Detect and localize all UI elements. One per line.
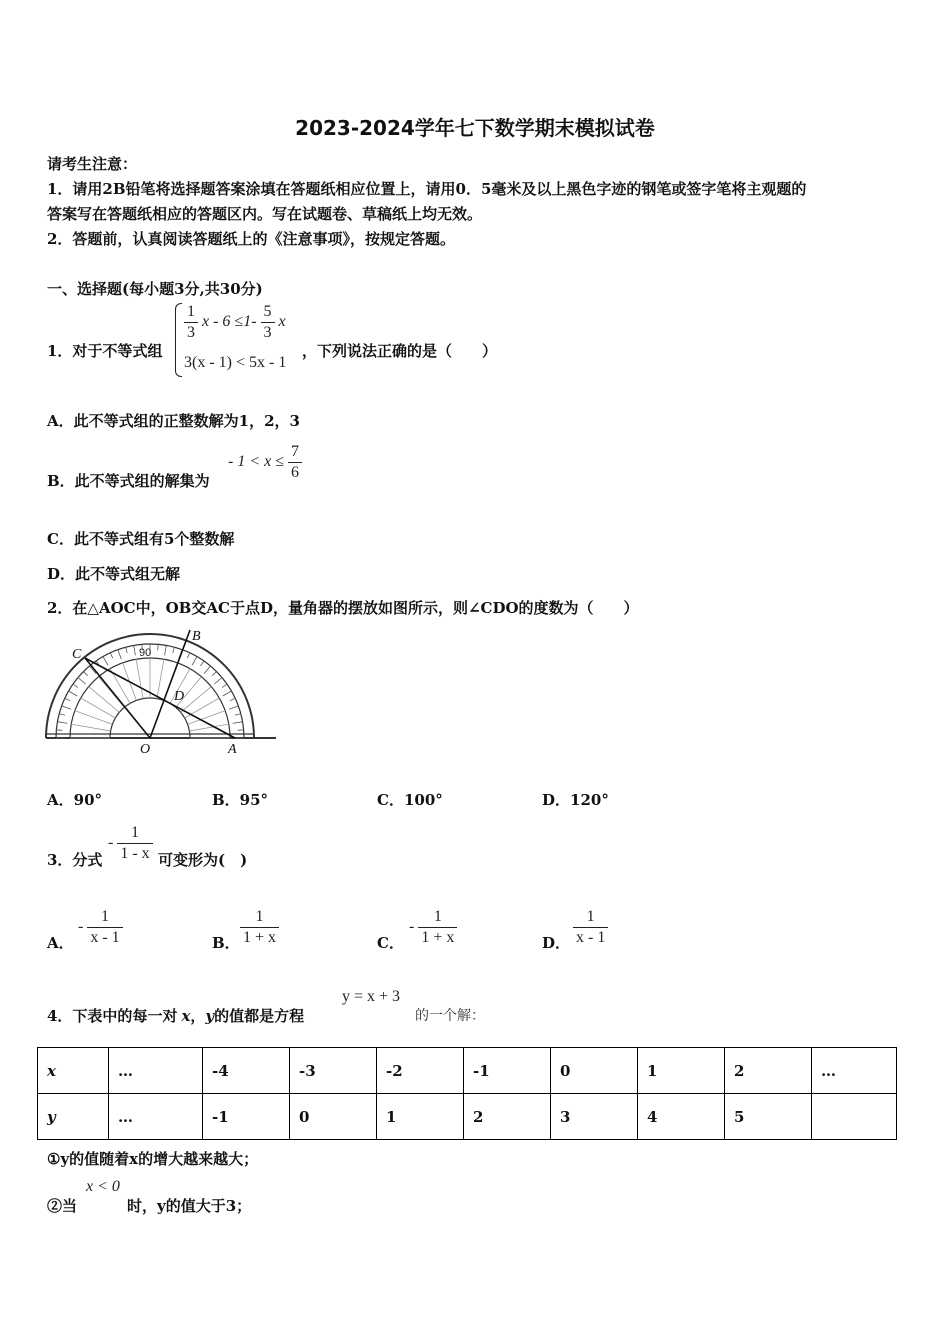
q2-option-a: A．90° [47, 791, 103, 809]
q3-stem-pre: 3．分式 [47, 851, 103, 869]
notice-line-1: 1．请用2B铅笔将选择题答案涂填在答题纸相应位置上，请用0．5毫米及以上黑色字迹的钢笔或签字笔将主观题的 [47, 180, 807, 198]
table-row [38, 1094, 897, 1140]
table-cell: … [109, 1094, 203, 1140]
q1-option-c: C．此不等式组有5个整数解 [47, 530, 235, 548]
protractor-ray [136, 659, 143, 698]
protractor-tick [214, 678, 222, 684]
point-o-label: O [140, 742, 151, 757]
q1-stem-pre: 1．对于不等式组 [47, 342, 163, 360]
protractor-tick [84, 672, 88, 676]
table-cell: 5 [725, 1094, 812, 1140]
table-cell [812, 1094, 897, 1140]
q3-stem-post: 可变形为( ) [158, 851, 248, 869]
q3-option-d-label: D． [542, 934, 571, 952]
q3-option-a-label: A． [47, 934, 74, 952]
protractor-tick [59, 714, 65, 716]
protractor-tick [233, 722, 243, 724]
protractor-tick [69, 691, 78, 696]
protractor-ray [89, 687, 120, 713]
q3-option-a-math: - $\frac{1}{x - 1}$ [78, 907, 123, 948]
protractor-figure [40, 622, 280, 757]
table-cell: y [38, 1094, 109, 1140]
table-cell: 0 [551, 1048, 638, 1094]
q2-stem: 2．在△AOC中，OB交AC于点D，量角器的摆放如图所示，则∠CDO的度数为（ ） [47, 599, 639, 617]
table-cell: -1 [464, 1048, 551, 1094]
protractor-ray [189, 724, 228, 731]
table-cell: x [38, 1048, 109, 1094]
table-cell: 0 [290, 1094, 377, 1140]
table-cell: -4 [203, 1048, 290, 1094]
q4-statement-1: ①y的值随着x的增大越来越大； [47, 1150, 259, 1168]
protractor-ray [157, 659, 164, 698]
point-d-label: D [174, 689, 185, 704]
table-cell: 1 [377, 1094, 464, 1140]
notice-line-1b: 答案写在答题纸相应的答题区内。写在试题卷、草稿纸上均无效。 [47, 205, 483, 223]
protractor-tick [57, 722, 67, 724]
protractor-tick [238, 730, 244, 731]
q1-option-a: A．此不等式组的正整数解为1，2，3 [47, 412, 300, 430]
q1-stem-post: ，下列说法正确的是（ ） [302, 342, 498, 360]
table-cell: 4 [638, 1094, 725, 1140]
protractor-tick [222, 684, 227, 687]
q1-inequality-1: $\frac{1}{3}$ x - 6 ≤1- $\frac{5}{3}$ x [184, 302, 286, 343]
q4-statement-2-math: x < 0 [86, 1178, 120, 1195]
protractor-ray [71, 724, 110, 731]
protractor-tick [56, 730, 62, 731]
q3-fraction: - $\frac{1}{1 - x}$ [108, 823, 153, 864]
table-cell: 2 [464, 1094, 551, 1140]
protractor-tick [158, 644, 159, 650]
protractor-tick [118, 650, 121, 659]
protractor-tick [134, 645, 136, 655]
point-c-label: C [72, 647, 82, 662]
q4-equation: y = x + 3 [342, 988, 401, 1005]
q1-inequality-2: 3(x - 1) < 5x - 1 [184, 354, 287, 371]
protractor-ray [181, 687, 212, 713]
notice-line-2: 2．答题前，认真阅读答题纸上的《注意事项》，按规定答题。 [47, 230, 455, 248]
protractor-tick [229, 706, 238, 709]
q4-stem: 4．下表中的每一对 x，y的值都是方程 [47, 1007, 305, 1025]
protractor-tick [173, 647, 175, 653]
table-cell: -3 [290, 1048, 377, 1094]
table-cell: … [109, 1048, 203, 1094]
protractor-tick [192, 657, 197, 666]
q3-option-b-math: $\frac{1}{1 + x}$ [240, 907, 279, 948]
page-title: 2023-2024学年七下数学期末模拟试卷 [295, 116, 655, 140]
protractor-tick [200, 661, 203, 666]
triangle-lines [85, 630, 235, 738]
point-b-label: B [192, 629, 201, 644]
q4-statement-2-pre: ②当 [47, 1197, 78, 1215]
q2-option-c: C．100° [377, 791, 443, 809]
protractor-90-label: 90 [139, 647, 152, 659]
values-table [37, 1047, 897, 1140]
table-row [38, 1048, 897, 1094]
table-cell: 2 [725, 1048, 812, 1094]
protractor-tick [103, 657, 108, 666]
q2-option-b: B．95° [212, 791, 269, 809]
section-heading: 一、选择题(每小题3分,共30分) [47, 280, 263, 298]
protractor-tick [78, 678, 86, 684]
q3-option-d-math: $\frac{1}{x - 1}$ [573, 907, 608, 948]
protractor-tick [126, 647, 128, 653]
q2-option-d: D．120° [542, 791, 609, 809]
notice-heading: 请考生注意： [47, 155, 138, 173]
q3-option-c-math: - $\frac{1}{1 + x}$ [409, 907, 457, 948]
protractor-tick [223, 691, 232, 696]
q4-stem-post: 的一个解： [415, 1008, 485, 1024]
protractor-tick [235, 714, 241, 716]
table-cell: -1 [203, 1094, 290, 1140]
protractor-tick [212, 672, 216, 676]
protractor-tick [230, 698, 235, 701]
protractor-tick [65, 698, 70, 701]
protractor-tick [204, 666, 210, 674]
q1-option-b-math: - 1 < x ≤ $\frac{7}{6}$ [228, 442, 302, 483]
q3-option-b-label: B． [212, 934, 240, 952]
table-cell: 3 [551, 1094, 638, 1140]
table-cell: -2 [377, 1048, 464, 1094]
protractor-tick [62, 706, 71, 709]
table-cell: … [812, 1048, 897, 1094]
protractor-tick [187, 653, 190, 658]
table-cell: 1 [638, 1048, 725, 1094]
q1-option-d: D．此不等式组无解 [47, 565, 181, 583]
point-a-label: A [228, 742, 237, 757]
protractor-tick [73, 684, 78, 687]
q1-system-brace [175, 303, 182, 377]
q1-option-b-label: B．此不等式组的解集为 [47, 472, 210, 490]
protractor-tick [165, 645, 167, 655]
protractor-tick [110, 653, 113, 658]
q3-option-c-label: C． [377, 934, 404, 952]
q4-statement-2-post: 时，y的值大于3； [127, 1197, 252, 1215]
